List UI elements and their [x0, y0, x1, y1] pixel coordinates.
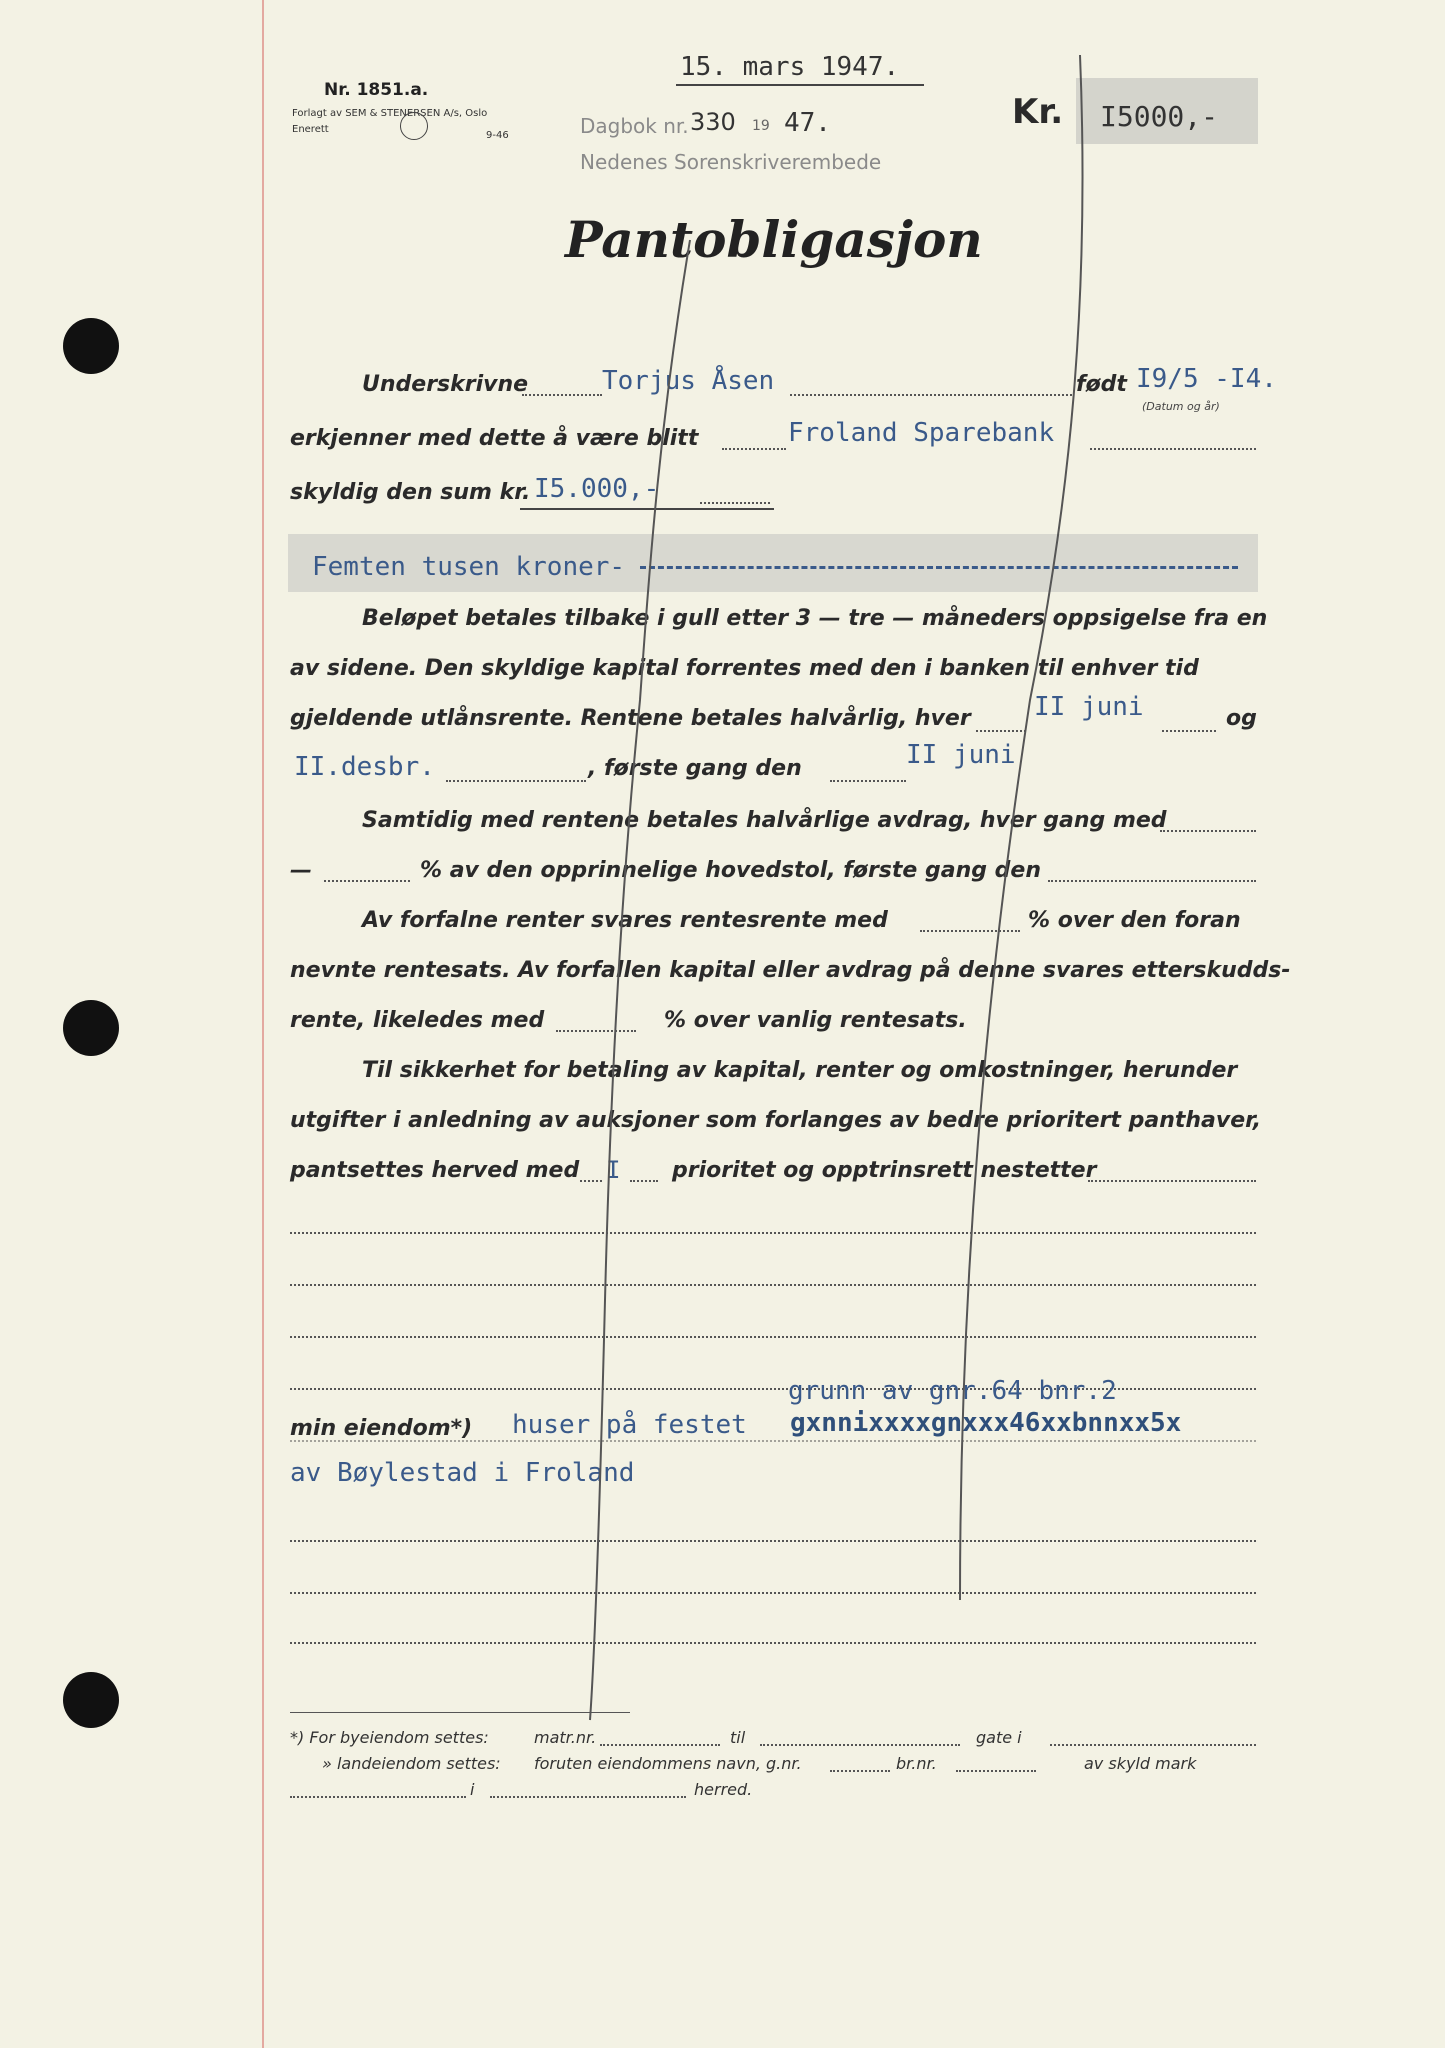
interest-date-1: II juni — [1034, 692, 1144, 722]
body-line-7b: % over den foran — [1028, 908, 1241, 933]
body-line-9: rente, likeledes med — [290, 1008, 545, 1033]
footnote-line-2b: foruten eiendommens navn, g.nr. — [534, 1754, 802, 1773]
first-interest-date: II juni — [906, 740, 1016, 770]
body-line-7: Av forfalne renter svares rentesrente med — [362, 908, 888, 933]
body-line-9b: % over vanlig rentesats. — [664, 1008, 967, 1033]
footnote-line-1d: gate i — [976, 1728, 1022, 1747]
footnote-line-2a: » landeiendom settes: — [322, 1754, 501, 1773]
born-value: I9/5 -I4. — [1136, 364, 1277, 394]
interest-date-2: II.desbr. — [294, 752, 435, 782]
property-line-above: grunn av gnr.64 bnr.2 — [788, 1376, 1117, 1406]
body-line-4: , første gang den — [588, 756, 802, 781]
amount-label: Kr. — [1012, 92, 1064, 132]
body-line-11: utgifter i anledning av auksjoner som forlanges av bedre prioritert panthaver, — [290, 1108, 1262, 1133]
footnote-line-1b: matr.nr. — [534, 1728, 597, 1747]
property-label: min eiendom*) — [290, 1416, 473, 1441]
dagbok-year: 47. — [784, 108, 831, 138]
debtor-label: Underskrivne — [362, 372, 529, 397]
dagbok-year-prefix: 19 — [752, 118, 770, 134]
body-line-6: % av den opprinnelige hovedstol, første gang den — [420, 858, 1041, 883]
page-title: Pantobligasjon — [565, 210, 983, 269]
footnote-line-1c: til — [730, 1728, 746, 1747]
office-name: Nedenes Sorenskriverembede — [580, 150, 882, 174]
footnote-line-1a: *) For byeiendom settes: — [290, 1728, 489, 1747]
amount-value: I5000,- — [1100, 100, 1219, 133]
dagbok-label: Dagbok nr. — [580, 114, 689, 138]
sum-value: I5.000,- — [534, 474, 660, 504]
property-struck-text: gxnnixxxxgnxxx46xxbnnxx5x — [790, 1408, 1182, 1438]
footnote-line-2d: av skyld mark — [1084, 1754, 1197, 1773]
body-line-12: pantsettes herved med — [290, 1158, 580, 1183]
document-date: 15. mars 1947. — [680, 52, 900, 82]
footnote-line-2c: br.nr. — [896, 1754, 937, 1773]
sum-label: skyldig den sum kr. — [290, 480, 531, 505]
property-line-1: huser på festet — [512, 1410, 747, 1440]
publisher-enerett: Enerett — [292, 124, 329, 135]
footnote-line-3a: i — [470, 1780, 475, 1799]
body-line-12b: prioritet og opptrinsrett nestetter — [672, 1158, 1097, 1183]
debtor-name: Torjus Åsen — [602, 366, 775, 396]
property-line-2: av Bøylestad i Froland — [290, 1458, 635, 1488]
sum-in-words: Femten tusen kroner- — [312, 552, 626, 582]
born-label: født — [1076, 372, 1127, 397]
pen-stroke — [960, 55, 1083, 1600]
body-line-3: gjeldende utlånsrente. Rentene betales halvårlig, hver — [290, 706, 971, 731]
publisher-date: 9-46 — [486, 130, 509, 141]
body-line-2: av sidene. Den skyldige kapital forrentes med den i banken til enhver tid — [290, 656, 1199, 681]
creditor-label: erkjenner med dette å være blitt — [290, 426, 699, 451]
body-line-1: Beløpet betales tilbake i gull etter 3 — tre — måneders oppsigelse fra en — [362, 606, 1268, 631]
born-hint: (Datum og år) — [1142, 400, 1220, 413]
form-number: Nr. 1851.a. — [324, 80, 429, 100]
priority-value: I — [606, 1156, 621, 1184]
body-line-3-end: og — [1226, 706, 1257, 731]
body-line-8: nevnte rentesats. Av forfallen kapital eller avdrag på denne svares etterskudds- — [290, 958, 1291, 983]
footnote-line-3b: herred. — [694, 1780, 753, 1799]
creditor-name: Froland Sparebank — [788, 418, 1055, 448]
dagbok-number: 330 — [690, 108, 736, 136]
publisher-line: Forlagt av SEM & STENERSEN A/s, Oslo — [292, 108, 488, 119]
body-line-10: Til sikkerhet for betaling av kapital, renter og omkostninger, herunder — [362, 1058, 1238, 1083]
body-line-6-prefix: — — [290, 858, 312, 883]
pen-stroke — [590, 240, 690, 1720]
body-line-5: Samtidig med rentene betales halvårlige avdrag, hver gang med — [362, 808, 1167, 833]
